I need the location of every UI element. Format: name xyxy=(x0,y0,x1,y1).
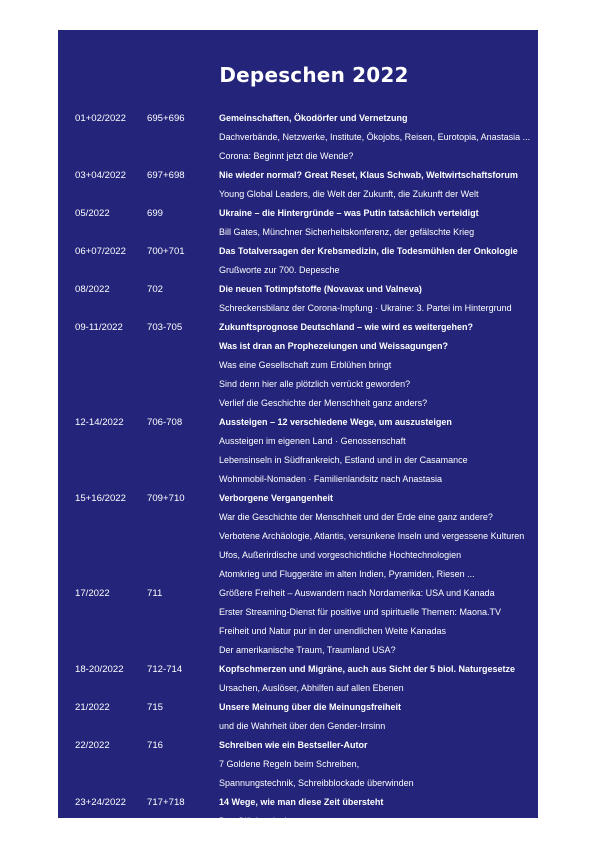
issue-subtopic: Größere Freiheit – Auswandern nach Nordamerika: USA und Kanada xyxy=(219,588,495,598)
issue-number: 703-705 xyxy=(147,322,183,333)
issue-subtopic: Wohnmobil-Nomaden · Familienlandsitz nach Anastasia xyxy=(219,474,442,484)
issue-headline: 14 Wege, wie man diese Zeit übersteht xyxy=(219,797,384,807)
issue-date: 21/2022 xyxy=(75,702,110,713)
issue-subtopic: War die Geschichte der Menschheit und der Erde eine ganz andere? xyxy=(219,512,493,522)
issue-subtopic: Bill Gates, Münchner Sicherheitskonferenz, der gefälschte Krieg xyxy=(219,227,475,237)
content-panel xyxy=(58,30,538,826)
issue-subtopic: Was eine Gesellschaft zum Erblühen bringt xyxy=(219,360,392,370)
issue-headline: Schreiben wie ein Bestseller-Autor xyxy=(219,740,368,750)
issue-headline: Verborgene Vergangenheit xyxy=(219,493,334,503)
issue-topics xyxy=(219,489,538,584)
issue-headline: Zukunftsprognose Deutschland – wie wird es weitergehen? xyxy=(219,322,474,332)
issue-subtopic: Corona: Beginnt jetzt die Wende? xyxy=(219,151,354,161)
issue-entry xyxy=(58,109,538,166)
issue-topics xyxy=(219,204,538,242)
issue-topics xyxy=(219,660,538,698)
issue-topics xyxy=(219,109,538,166)
issue-subtopic: Verbotene Archäologie, Atlantis, versunkene Inseln und vergessene Kulturen xyxy=(219,531,525,541)
issue-topics xyxy=(219,413,538,489)
issue-date: 18-20/2022 xyxy=(75,664,124,675)
issue-date: 23+24/2022 xyxy=(75,797,126,808)
issue-number: 712-714 xyxy=(147,664,183,675)
issue-headline: Das Totalversagen der Krebsmedizin, die Todesmühlen der Onkologie xyxy=(219,246,518,256)
issue-headline: Die neuen Totimpfstoffe (Novavax und Valneva) xyxy=(219,284,422,294)
issue-entry xyxy=(58,242,538,280)
issue-subtopic: Erster Streaming-Dienst für positive und spirituelle Themen: Maona.TV xyxy=(219,607,501,617)
issue-number: 697+698 xyxy=(147,170,185,181)
issue-date: 12-14/2022 xyxy=(75,417,124,428)
issue-subtopic: und die Wahrheit über den Gender-Irrsinn xyxy=(219,721,386,731)
issue-subtopic: Das Glücksprinzip xyxy=(219,816,292,826)
issue-number: 717+718 xyxy=(147,797,185,808)
issue-headline: Unsere Meinung über die Meinungsfreiheit xyxy=(219,702,402,712)
issue-date: 01+02/2022 xyxy=(75,113,126,124)
issue-entry xyxy=(58,413,538,489)
issue-subtopic: Grußworte zur 700. Depesche xyxy=(219,265,340,275)
issue-subtopic: Dachverbände, Netzwerke, Institute, Ökojobs, Reisen, Eurotopia, Anastasia ... xyxy=(219,132,531,142)
issue-date: 06+07/2022 xyxy=(75,246,126,257)
issue-date: 05/2022 xyxy=(75,208,110,219)
issue-date: 17/2022 xyxy=(75,588,110,599)
issue-topics xyxy=(219,793,538,831)
issue-entry xyxy=(58,166,538,204)
issue-topics xyxy=(219,584,538,660)
issue-number: 702 xyxy=(147,284,164,295)
issue-subtopic: Young Global Leaders, die Welt der Zukunft, die Zukunft der Welt xyxy=(219,189,479,199)
issue-date: 09-11/2022 xyxy=(75,322,123,333)
issue-subtopic: Lebensinseln in Südfrankreich, Estland und in der Casamance xyxy=(219,455,468,465)
issue-headline: Gemeinschaften, Ökodörfer und Vernetzung xyxy=(219,113,408,123)
issue-topics xyxy=(219,166,538,204)
issue-list xyxy=(58,109,538,831)
issue-subtopic: Freiheit und Natur pur in der unendlichen Weite Kanadas xyxy=(219,626,446,636)
issue-entry xyxy=(58,698,538,736)
issue-subtopic: Spannungstechnik, Schreibblockade überwinden xyxy=(219,778,414,788)
issue-number: 699 xyxy=(147,208,164,219)
issue-subtopic: Sind denn hier alle plötzlich verrückt geworden? xyxy=(219,379,411,389)
issue-number: 706-708 xyxy=(147,417,183,428)
issue-date: 08/2022 xyxy=(75,284,110,295)
issue-number: 695+696 xyxy=(147,113,185,124)
issue-headline: Ukraine – die Hintergründe – was Putin tatsächlich verteidigt xyxy=(219,208,479,218)
page-title: Depeschen 2022 xyxy=(219,63,409,87)
issue-subtopic: Schreckensbilanz der Corona-Impfung · Ukraine: 3. Partei im Hintergrund xyxy=(219,303,512,313)
issue-entry xyxy=(58,204,538,242)
issue-number: 709+710 xyxy=(147,493,185,504)
issue-date: 15+16/2022 xyxy=(75,493,126,504)
issue-headline: Kopfschmerzen und Migräne, auch aus Sicht der 5 biol. Naturgesetze xyxy=(219,664,516,674)
issue-subtopic: Ufos, Außerirdische und vorgeschichtliche Hochtechnologien xyxy=(219,550,462,560)
issue-subtopic: Der amerikanische Traum, Traumland USA? xyxy=(219,645,396,655)
issue-subtopic: Aussteigen im eigenen Land · Genossenschaft xyxy=(219,436,406,446)
issue-entry xyxy=(58,280,538,318)
issue-topics xyxy=(219,242,538,280)
issue-subtopic: 7 Goldene Regeln beim Schreiben, xyxy=(219,759,360,769)
issue-headline: Nie wieder normal? Great Reset, Klaus Schwab, Weltwirtschaftsforum xyxy=(219,170,518,180)
issue-entry xyxy=(58,736,538,793)
issue-headline: Was ist dran an Prophezeiungen und Weissagungen? xyxy=(219,341,449,351)
issue-topics xyxy=(219,280,538,318)
issue-subtopic: Atomkrieg und Fluggeräte im alten Indien, Pyramiden, Riesen ... xyxy=(219,569,475,579)
issue-subtopic: Verlief die Geschichte der Menschheit ganz anders? xyxy=(219,398,428,408)
issue-topics xyxy=(219,736,538,793)
issue-entry xyxy=(58,584,538,660)
issue-entry xyxy=(58,793,538,831)
issue-entry xyxy=(58,660,538,698)
issue-number: 711 xyxy=(147,588,163,599)
issue-number: 700+701 xyxy=(147,246,185,257)
issue-subtopic: Ursachen, Auslöser, Abhilfen auf allen Ebenen xyxy=(219,683,404,693)
issue-topics xyxy=(219,698,538,736)
issue-entry xyxy=(58,318,538,413)
issue-entry xyxy=(58,489,538,584)
issue-date: 03+04/2022 xyxy=(75,170,126,181)
issue-date: 22/2022 xyxy=(75,740,110,751)
issue-topics xyxy=(219,318,538,413)
issue-number: 715 xyxy=(147,702,164,713)
issue-number: 716 xyxy=(147,740,164,751)
issue-headline: Aussteigen – 12 verschiedene Wege, um auszusteigen xyxy=(219,417,452,427)
